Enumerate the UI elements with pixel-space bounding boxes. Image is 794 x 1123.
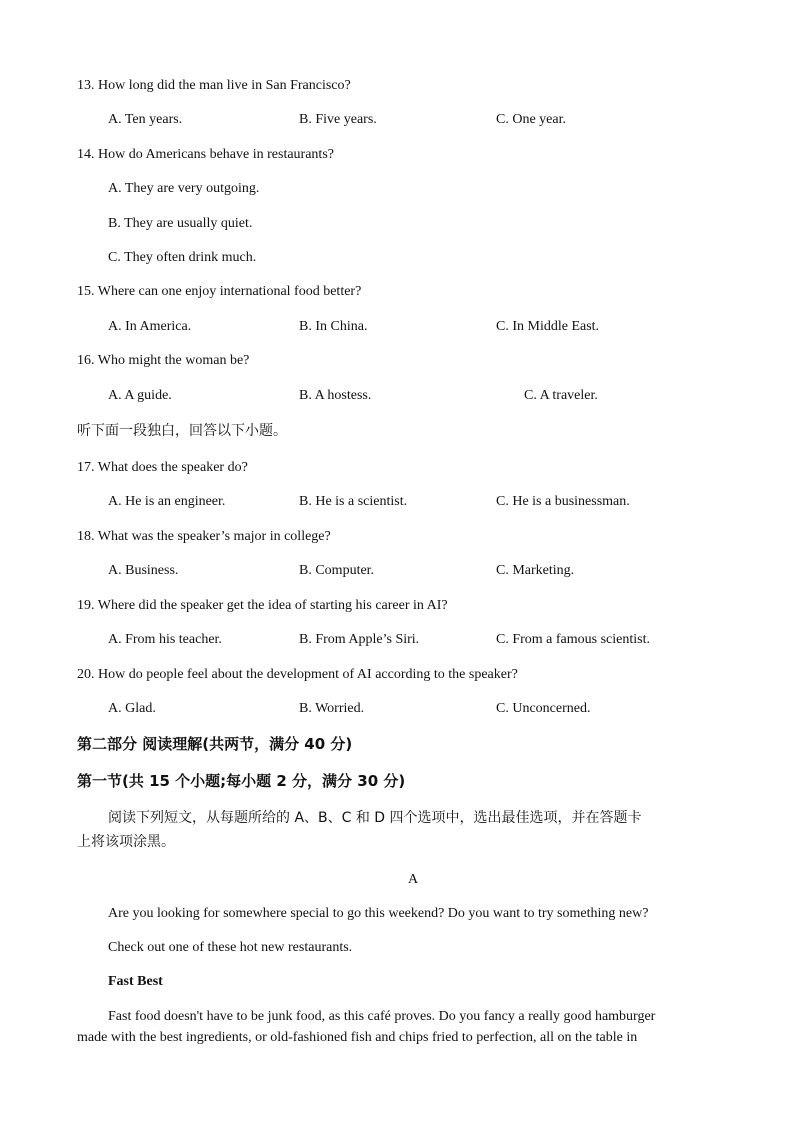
option-14-b: B. They are usually quiet. (108, 216, 253, 231)
passage-label: A (407, 872, 419, 887)
question-19: 19. Where did the speaker get the idea of starting his career in AI? (77, 598, 448, 613)
question-18: 18. What was the speaker’s major in college? (77, 529, 331, 544)
restaurant-title: Fast Best (108, 974, 163, 989)
option-16-c: C. A traveler. (524, 388, 598, 403)
option-13-a: A. Ten years. (108, 112, 183, 127)
option-19-a: A. From his teacher. (108, 632, 222, 647)
restaurant-text-line-1: Fast food doesn't have to be junk food, as this café proves. Do you fancy a really good hamburger (108, 1009, 656, 1024)
question-20: 20. How do people feel about the development of AI according to the speaker? (77, 667, 518, 682)
option-20-a: A. Glad. (108, 701, 156, 716)
option-14-c: C. They often drink much. (108, 250, 257, 265)
monologue-intro: 听下面一段独白，回答以下小题。 (77, 423, 287, 439)
option-16-b: B. A hostess. (299, 388, 372, 403)
option-19-c: C. From a famous scientist. (496, 632, 650, 647)
option-19-b: B. From Apple’s Siri. (299, 632, 420, 647)
option-13-b: B. Five years. (299, 112, 377, 127)
passage-intro-2: Check out one of these hot new restaurants. (108, 940, 353, 955)
option-14-a: A. They are very outgoing. (108, 181, 260, 196)
instruction-line-1: 阅读下列短文，从每题所给的 A、B、C 和 D 四个选项中，选出最佳选项，并在答题卡 (108, 810, 642, 826)
section-2-part-1-title: 第一节(共 15 个小题;每小题 2 分，满分 30 分) (77, 772, 406, 790)
option-18-b: B. Computer. (299, 563, 375, 578)
question-13: 13. How long did the man live in San Francisco? (77, 78, 351, 93)
option-15-c: C. In Middle East. (496, 319, 600, 334)
question-16: 16. Who might the woman be? (77, 353, 250, 368)
question-17: 17. What does the speaker do? (77, 460, 248, 475)
question-15: 15. Where can one enjoy international food better? (77, 284, 362, 299)
option-20-c: C. Unconcerned. (496, 701, 591, 716)
option-15-b: B. In China. (299, 319, 368, 334)
option-20-b: B. Worried. (299, 701, 365, 716)
question-14: 14. How do Americans behave in restaurants? (77, 147, 334, 162)
option-15-a: A. In America. (108, 319, 192, 334)
section-2-title: 第二部分 阅读理解(共两节，满分 40 分) (77, 735, 353, 753)
option-17-a: A. He is an engineer. (108, 494, 226, 509)
option-16-a: A. A guide. (108, 388, 172, 403)
passage-intro-1: Are you looking for somewhere special to go this weekend? Do you want to try something new? (108, 906, 649, 921)
restaurant-text-line-2: made with the best ingredients, or old-fashioned fish and chips fried to perfection, all on the table in (77, 1030, 638, 1045)
option-13-c: C. One year. (496, 112, 566, 127)
instruction-line-2: 上将该项涂黑。 (77, 834, 175, 850)
option-17-b: B. He is a scientist. (299, 494, 408, 509)
option-18-a: A. Business. (108, 563, 179, 578)
option-18-c: C. Marketing. (496, 563, 575, 578)
option-17-c: C. He is a businessman. (496, 494, 630, 509)
